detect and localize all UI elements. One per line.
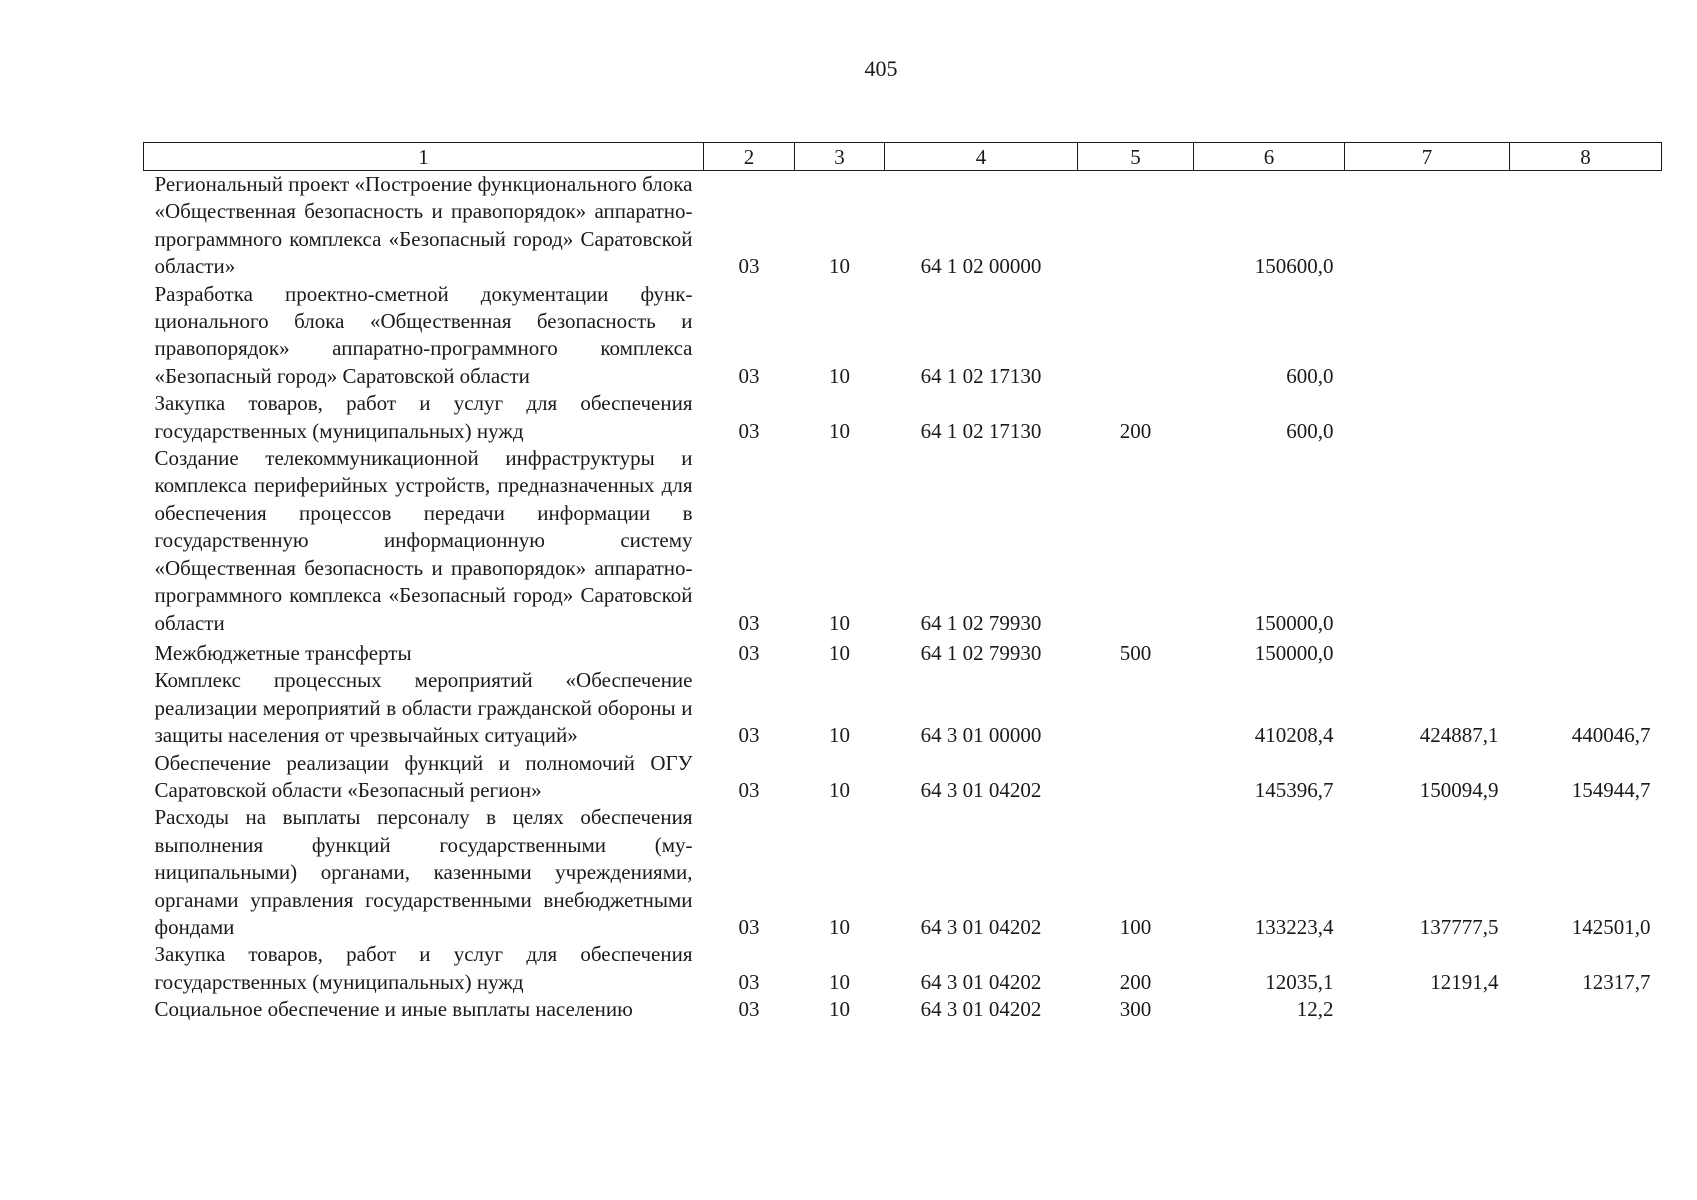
table-row [144, 667, 1662, 749]
target-code: 64 3 01 00000 [920, 723, 1042, 748]
target-code: 64 3 01 04202 [920, 914, 1042, 939]
target-code: 64 3 01 04202 [920, 969, 1042, 994]
subsection-code: 10 [829, 914, 850, 939]
subsection-code: 10 [829, 640, 850, 665]
amount-col7: 150094,9 [1419, 777, 1499, 802]
amount-col6: 150000,0 [1254, 640, 1334, 665]
subsection-code: 10 [829, 363, 850, 388]
item-name: Закупка товаров, работ и услуг для обеспечения государственных (муниципальных) нужд [154, 391, 693, 443]
amount-col8: 12317,7 [1582, 969, 1651, 994]
amount-col6: 133223,4 [1254, 914, 1334, 939]
page-number: 405 [864, 56, 898, 81]
section-code: 03 [738, 254, 760, 279]
amount-col7 [1345, 281, 1510, 391]
subsection-code: 10 [829, 610, 850, 635]
target-code: 64 1 02 17130 [920, 363, 1042, 388]
section-code: 03 [738, 997, 760, 1022]
budget-table [143, 142, 1662, 1024]
table-row [144, 637, 1662, 667]
item-name: Межбюджетные трансферты [154, 640, 412, 665]
section-code: 03 [738, 723, 760, 748]
table-row [144, 171, 1662, 281]
amount-col8 [1510, 637, 1662, 667]
subsection-code: 10 [829, 969, 850, 994]
amount-col7 [1345, 445, 1510, 637]
amount-col8 [1510, 171, 1662, 281]
header-cell: 8 [1510, 143, 1662, 171]
table-row [144, 750, 1662, 805]
amount-col6: 12,2 [1296, 997, 1334, 1022]
expense-type-code: 200 [1119, 969, 1152, 994]
section-code: 03 [738, 418, 760, 443]
amount-col6: 600,0 [1286, 418, 1334, 443]
amount-col8 [1510, 996, 1662, 1023]
amount-col7 [1345, 171, 1510, 281]
amount-col7: 137777,5 [1419, 914, 1499, 939]
header-cell: 1 [144, 143, 704, 171]
amount-col7 [1345, 390, 1510, 445]
expense-type-code: 200 [1119, 418, 1152, 443]
subsection-code: 10 [829, 777, 850, 802]
expense-type-code: 100 [1119, 914, 1152, 939]
amount-col8: 154944,7 [1571, 777, 1651, 802]
section-code: 03 [738, 363, 760, 388]
item-name: Расходы на выплаты персоналу в целях обеспечения выполнения функций государственными (муниципальными) органами, казенными учреждениями, органами управления государственными внебюджетными фондами [154, 805, 693, 939]
header-cell: 4 [885, 143, 1078, 171]
item-name: Закупка товаров, работ и услуг для обеспечения государственных (муниципальных) нужд [154, 942, 693, 994]
header-row [144, 143, 1662, 171]
amount-col7 [1345, 637, 1510, 667]
table-row [144, 996, 1662, 1023]
section-code: 03 [738, 610, 760, 635]
item-name: Комплекс процессных мероприятий «Обеспечение реализации мероприятий в области гражданской обороны и защиты населения от чрезвычайных ситуаций» [154, 668, 693, 748]
target-code: 64 3 01 04202 [920, 997, 1042, 1022]
amount-col8: 440046,7 [1571, 723, 1651, 748]
amount-col8 [1510, 390, 1662, 445]
table-row [144, 281, 1662, 391]
table-header [144, 143, 1662, 171]
header-cell: 3 [795, 143, 885, 171]
subsection-code: 10 [829, 997, 850, 1022]
item-name: Создание телекоммуникационной инфраструктуры и комплекса периферийных устройств, предназначенных для обеспечения процессов передачи информации в государственную информационную систему «Общественная безопасность и правопорядок» аппаратно-программного комплекса «Безопасный город» Саратовской области [154, 446, 693, 635]
table-row [144, 445, 1662, 637]
expense-type-code [1078, 667, 1194, 749]
subsection-code: 10 [829, 254, 850, 279]
item-name: Социальное обеспечение и иные выплаты населению [154, 997, 633, 1022]
amount-col7: 424887,1 [1419, 723, 1499, 748]
target-code: 64 1 02 79930 [920, 640, 1042, 665]
target-code: 64 3 01 04202 [920, 777, 1042, 802]
table-row [144, 804, 1662, 941]
expense-type-code [1078, 750, 1194, 805]
expense-type-code: 300 [1119, 997, 1152, 1022]
target-code: 64 1 02 17130 [920, 418, 1042, 443]
amount-col7: 12191,4 [1430, 969, 1499, 994]
section-code: 03 [738, 914, 760, 939]
subsection-code: 10 [829, 418, 850, 443]
amount-col8 [1510, 281, 1662, 391]
item-name: Региональный проект «Построение функционального блока «Общественная безопасность и правопорядок» аппаратно-программного комплекса «Безопасный город» Саратовской области» [154, 172, 693, 279]
subsection-code: 10 [829, 723, 850, 748]
expense-type-code [1078, 281, 1194, 391]
amount-col8: 142501,0 [1571, 914, 1651, 939]
item-name: Обеспечение реализации функций и полномочий ОГУ Саратовской области «Безопасный регион» [154, 750, 693, 802]
header-cell: 5 [1078, 143, 1194, 171]
header-cell: 6 [1194, 143, 1345, 171]
amount-col7 [1345, 996, 1510, 1023]
section-code: 03 [738, 777, 760, 802]
budget-table-container [143, 142, 1661, 1024]
item-name: Разработка проектно-сметной документации функционального блока «Общественная безопасность и правопорядок» аппаратно-программного комплекса «Безопасный город» Саратовской области [154, 281, 693, 388]
target-code: 64 1 02 79930 [920, 610, 1042, 635]
target-code: 64 1 02 00000 [920, 254, 1042, 279]
amount-col6: 12035,1 [1265, 969, 1334, 994]
table-body [144, 171, 1662, 1024]
table-row [144, 941, 1662, 996]
amount-col6: 600,0 [1286, 363, 1334, 388]
section-code: 03 [738, 969, 760, 994]
amount-col6: 145396,7 [1254, 777, 1334, 802]
expense-type-code [1078, 445, 1194, 637]
expense-type-code: 500 [1119, 640, 1152, 665]
table-row [144, 390, 1662, 445]
header-cell: 7 [1345, 143, 1510, 171]
section-code: 03 [738, 640, 760, 665]
amount-col6: 410208,4 [1254, 723, 1334, 748]
header-cell: 2 [704, 143, 795, 171]
amount-col6: 150600,0 [1254, 254, 1334, 279]
amount-col8 [1510, 445, 1662, 637]
expense-type-code [1078, 171, 1194, 281]
amount-col6: 150000,0 [1254, 610, 1334, 635]
